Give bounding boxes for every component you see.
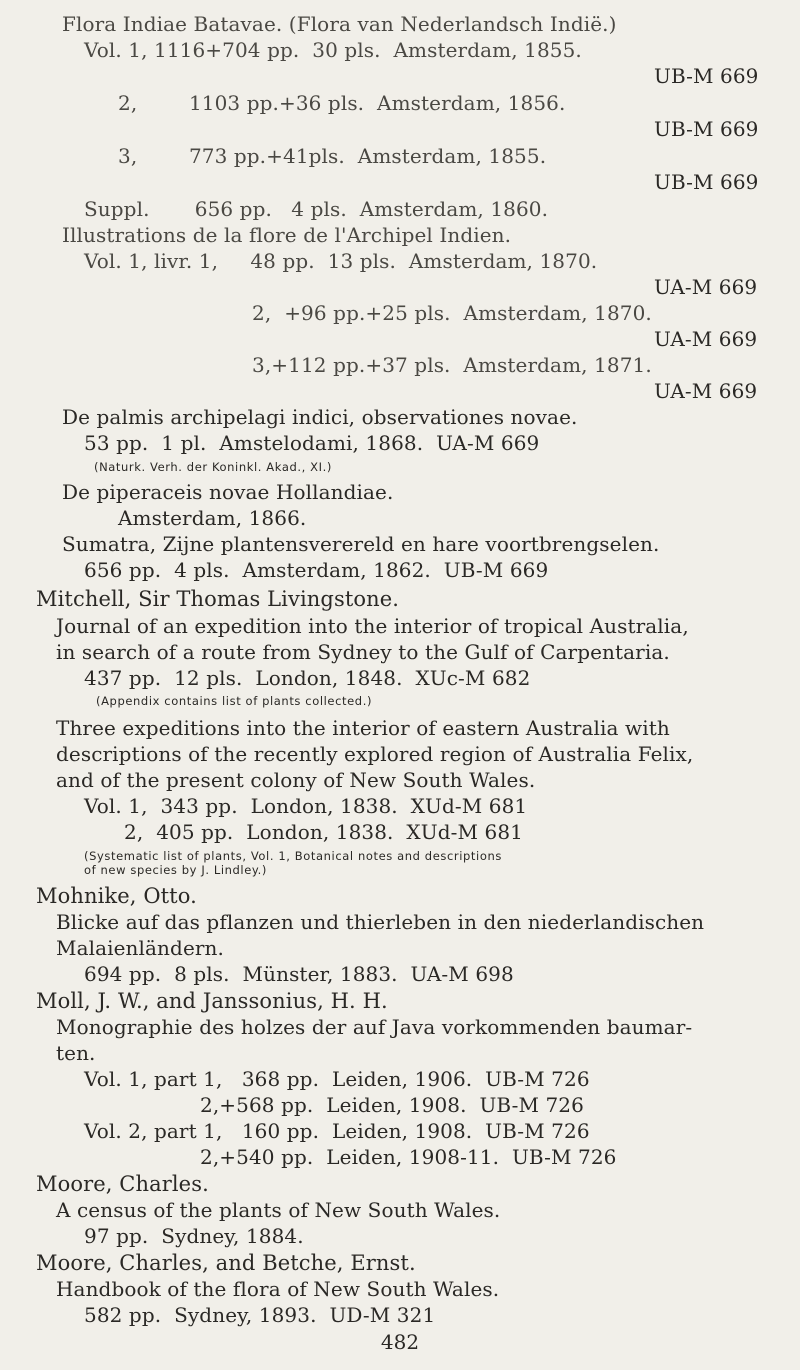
author-heading: Moore, Charles. bbox=[36, 1172, 209, 1196]
entry-title: Three expeditions into the interior of eastern Australia with bbox=[56, 716, 670, 740]
entry-title: Illustrations de la flore de l'Archipel Indien. bbox=[62, 223, 512, 247]
entry-detail: 437 pp. 12 pls. London, 1848. XUc-M 682 bbox=[84, 666, 531, 690]
entry-detail: Vol. 1, livr. 1, 48 pp. 13 pls. Amsterdam, 1870. bbox=[84, 249, 598, 273]
entry-note: (Systematic list of plants, Vol. 1, Botanical notes and descriptions bbox=[84, 849, 502, 863]
entry-detail: 694 pp. 8 pls. Münster, 1883. UA-M 698 bbox=[84, 962, 514, 986]
entry-detail: 2,+568 pp. Leiden, 1908. UB-M 726 bbox=[200, 1093, 584, 1117]
entry-detail: 53 pp. 1 pl. Amstelodami, 1868. UA-M 669 bbox=[84, 431, 540, 455]
entry-title: Malaienländern. bbox=[56, 936, 224, 960]
entry-detail: 3, 773 pp.+41pls. Amsterdam, 1855. bbox=[118, 144, 547, 168]
entry-detail: Amsterdam, 1866. bbox=[118, 506, 307, 530]
entry-title: and of the present colony of New South Wales. bbox=[56, 768, 536, 792]
call-number: UB-M 669 bbox=[654, 117, 759, 141]
entry-detail: Vol. 2, part 1, 160 pp. Leiden, 1908. UB-M 726 bbox=[84, 1119, 590, 1143]
call-number: UB-M 669 bbox=[654, 64, 759, 88]
entry-detail: 2, 405 pp. London, 1838. XUd-M 681 bbox=[124, 820, 523, 844]
entry-detail: 3,+112 pp.+37 pls. Amsterdam, 1871. bbox=[252, 353, 652, 377]
entry-title: Blicke auf das pflanzen und thierleben in den niederlandischen bbox=[56, 910, 705, 934]
entry-detail: 2,+540 pp. Leiden, 1908-11. UB-M 726 bbox=[200, 1145, 617, 1169]
entry-title: De piperaceis novae Hollandiae. bbox=[62, 480, 394, 504]
entry-title: Journal of an expedition into the interior of tropical Australia, bbox=[56, 614, 689, 638]
entry-detail: 2, 1103 pp.+36 pls. Amsterdam, 1856. bbox=[118, 91, 566, 115]
entry-note: of new species by J. Lindley.) bbox=[84, 863, 268, 877]
entry-detail: 656 pp. 4 pls. Amsterdam, 1862. UB-M 669 bbox=[84, 558, 549, 582]
entry-title: Handbook of the flora of New South Wales. bbox=[56, 1277, 500, 1301]
entry-title: Monographie des holzes der auf Java vorkommenden baumar- bbox=[56, 1015, 693, 1039]
entry-title: ten. bbox=[56, 1041, 96, 1065]
entry-title: Sumatra, Zijne plantensverereld en hare voortbrengselen. bbox=[62, 532, 660, 556]
page-number: 482 bbox=[380, 1330, 420, 1354]
entry-detail: Vol. 1, 343 pp. London, 1838. XUd-M 681 bbox=[84, 794, 528, 818]
entry-title: A census of the plants of New South Wales. bbox=[56, 1198, 501, 1222]
call-number: UA-M 669 bbox=[654, 275, 758, 299]
entry-detail: Vol. 1, 1116+704 pp. 30 pls. Amsterdam, 1855. bbox=[84, 38, 582, 62]
entry-title: in search of a route from Sydney to the Gulf of Carpentaria. bbox=[56, 640, 670, 664]
entry-detail: 582 pp. Sydney, 1893. UD-M 321 bbox=[84, 1303, 436, 1327]
author-heading: Moore, Charles, and Betche, Ernst. bbox=[36, 1251, 416, 1275]
author-heading: Mitchell, Sir Thomas Livingstone. bbox=[36, 587, 400, 611]
entry-title: Flora Indiae Batavae. (Flora van Nederlandsch Indië.) bbox=[62, 12, 617, 36]
call-number: UB-M 669 bbox=[654, 170, 759, 194]
call-number: UA-M 669 bbox=[654, 327, 758, 351]
author-heading: Mohnike, Otto. bbox=[36, 884, 197, 908]
entry-detail: Vol. 1, part 1, 368 pp. Leiden, 1906. UB-M 726 bbox=[84, 1067, 590, 1091]
author-heading: Moll, J. W., and Janssonius, H. H. bbox=[36, 989, 388, 1013]
entry-note: (Appendix contains list of plants collected.) bbox=[96, 694, 373, 708]
entry-title: descriptions of the recently explored region of Australia Felix, bbox=[56, 742, 694, 766]
call-number: UA-M 669 bbox=[654, 379, 758, 403]
entry-title: De palmis archipelagi indici, observationes novae. bbox=[62, 405, 578, 429]
entry-detail: 97 pp. Sydney, 1884. bbox=[84, 1224, 304, 1248]
entry-note: (Naturk. Verh. der Koninkl. Akad., XI.) bbox=[94, 460, 332, 474]
entry-detail: 2, +96 pp.+25 pls. Amsterdam, 1870. bbox=[252, 301, 652, 325]
entry-detail: Suppl. 656 pp. 4 pls. Amsterdam, 1860. bbox=[84, 197, 549, 221]
